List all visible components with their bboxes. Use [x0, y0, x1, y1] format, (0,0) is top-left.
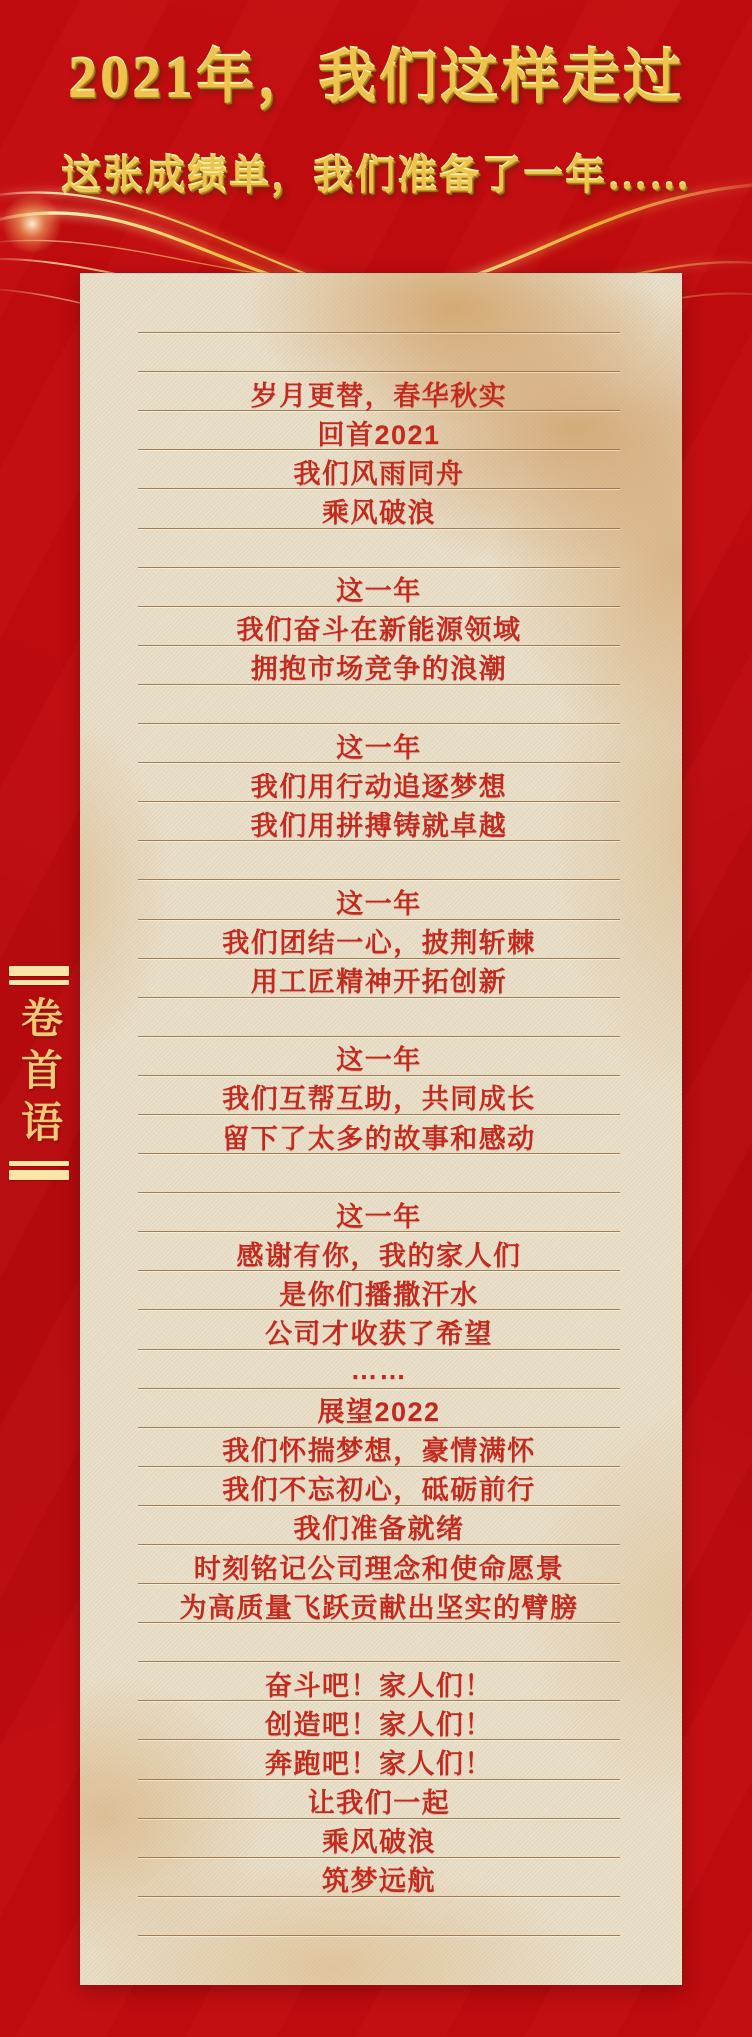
paper-line-text: 我们不忘初心，砥砺前行	[222, 1475, 536, 1506]
paper-line-text: 是你们播撒汗水	[279, 1279, 479, 1310]
label-top-bar-thick	[9, 966, 69, 976]
paper-line	[138, 1037, 620, 1076]
paper-line-text: 回首2021	[317, 419, 441, 450]
paper-line-text: 奋斗吧！家人们！	[265, 1670, 493, 1701]
page-title: 2021年，我们这样走过	[67, 45, 684, 110]
paper-line	[138, 802, 620, 841]
paper-line-text: 创造吧！家人们！	[265, 1709, 493, 1740]
paper-line-text: 筑梦远航	[322, 1866, 436, 1897]
paper-line-empty	[138, 841, 620, 880]
paper-line-text: 公司才收获了希望	[265, 1318, 493, 1349]
paper-line-text: 这一年	[336, 732, 422, 763]
paper-line-text: 我们互帮互助，共同成长	[222, 1084, 536, 1115]
paper-line-text: 乘风破浪	[322, 498, 436, 529]
paper-line	[138, 1271, 620, 1310]
paper-line-text: 为高质量飞跃贡献出坚实的臂膀	[179, 1592, 579, 1623]
paper-line	[138, 1193, 620, 1232]
paper-line	[138, 372, 620, 411]
paper-line-text: 让我们一起	[307, 1788, 451, 1819]
paper-line-empty	[138, 685, 620, 724]
paper-line-text: 岁月更替，春华秋实	[250, 380, 508, 411]
paper-line-empty	[138, 1897, 620, 1936]
paper-line-text: 拥抱市场竞争的浪潮	[250, 654, 508, 685]
paper-line	[138, 1662, 620, 1701]
label-bottom-bar-thin	[9, 1161, 69, 1166]
paper-line-text: 我们用行动追逐梦想	[250, 771, 508, 802]
paper-line-text: 我们奋斗在新能源领域	[236, 615, 522, 646]
paper-line	[138, 411, 620, 450]
paper-line	[138, 724, 620, 763]
paper-line	[138, 646, 620, 685]
paper-line	[138, 607, 620, 646]
paper-line-text: 乘风破浪	[322, 1827, 436, 1858]
paper-line-text: ……	[350, 1355, 408, 1386]
paper-line-empty	[138, 1154, 620, 1193]
paper-line-text: 时刻铭记公司理念和使命愿景	[193, 1553, 565, 1584]
paper-line-text: 奔跑吧！家人们！	[265, 1749, 493, 1780]
paper-line	[138, 1232, 620, 1271]
paper-line-text: 我们用拼搏铸就卓越	[250, 810, 508, 841]
paper-line	[138, 1819, 620, 1858]
paper-line-text: 这一年	[336, 888, 422, 919]
paper-line	[138, 763, 620, 802]
paper-line	[138, 1428, 620, 1467]
paper-line-text: 留下了太多的故事和感动	[222, 1123, 536, 1154]
paper-line	[138, 1701, 620, 1740]
paper-line	[138, 450, 620, 489]
paper-line-text: 展望2022	[317, 1397, 441, 1428]
paper-line	[138, 1780, 620, 1819]
paper-line	[138, 1350, 620, 1389]
paper-line	[138, 959, 620, 998]
paper-line	[138, 489, 620, 528]
side-label	[8, 966, 70, 1180]
paper-lines	[80, 273, 682, 1985]
paper-line	[138, 1740, 620, 1779]
paper-line-text: 这一年	[336, 1045, 422, 1076]
paper-line	[138, 1310, 620, 1349]
paper-line-text: 我们准备就绪	[293, 1514, 465, 1545]
paper-line	[138, 1858, 620, 1897]
paper-line-empty	[138, 998, 620, 1037]
label-bottom-bar-thick	[9, 1170, 69, 1180]
paper-line-text: 我们风雨同舟	[293, 458, 465, 489]
paper-line-text: 这一年	[336, 576, 422, 607]
paper-line-empty	[138, 529, 620, 568]
paper-line-text: 用工匠精神开拓创新	[250, 967, 508, 998]
paper-line	[138, 1467, 620, 1506]
page-subtitle: 这张成绩单，我们准备了一年……	[61, 153, 691, 198]
label-top-bar-thin	[9, 980, 69, 985]
paper-line-empty	[138, 333, 620, 372]
paper-line	[138, 1076, 620, 1115]
paper-line	[138, 1389, 620, 1428]
paper-line	[138, 1584, 620, 1623]
paper-line	[138, 920, 620, 959]
paper-line-empty	[138, 294, 620, 333]
paper-line-text: 感谢有你，我的家人们	[236, 1240, 522, 1271]
paper-line	[138, 880, 620, 919]
paper-line-text: 这一年	[336, 1201, 422, 1232]
paper-line-text: 我们怀揣梦想，豪情满怀	[222, 1436, 536, 1467]
paper-line	[138, 1545, 620, 1584]
paper-line	[138, 1115, 620, 1154]
paper-line-text: 我们团结一心，披荆斩棘	[222, 928, 536, 959]
side-label-text: 卷首语	[16, 996, 63, 1152]
paper-line	[138, 1506, 620, 1545]
paper-line-empty	[138, 1623, 620, 1662]
paper-line	[138, 568, 620, 607]
paper-panel	[80, 273, 682, 1985]
